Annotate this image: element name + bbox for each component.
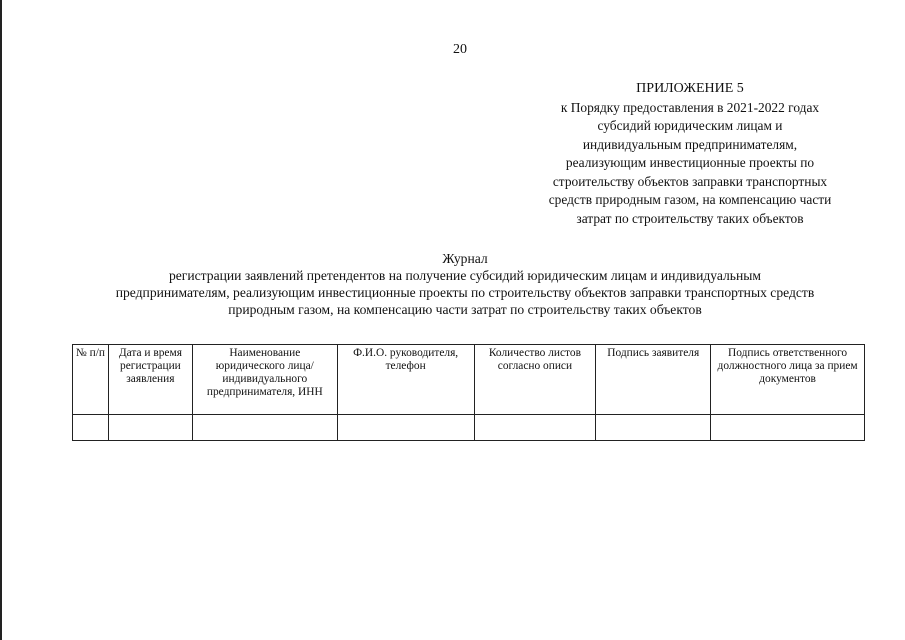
header-registration-date: Дата и время регистрации заявления xyxy=(108,345,192,415)
appendix-line: к Порядку предоставления в 2021-2022 годах xyxy=(560,99,820,115)
appendix-block xyxy=(520,80,860,228)
table-cell xyxy=(337,415,474,441)
page-number: 20 xyxy=(453,42,467,57)
journal-subtitle-line: природным газом, на компенсацию части затрат по строительству таких объектов xyxy=(228,302,702,317)
table-row xyxy=(73,415,865,441)
page-edge-line xyxy=(0,0,2,640)
registration-table xyxy=(72,344,865,441)
header-applicant-signature: Подпись заявителя xyxy=(596,345,711,415)
appendix-line: строительству объектов заправки транспортных xyxy=(552,173,828,189)
appendix-line: индивидуальным предпринимателям, xyxy=(582,136,798,152)
table-cell xyxy=(108,415,192,441)
journal-subtitle-line: предпринимателям, реализующим инвестиционные проекты по строительству объектов заправки транспортных средств xyxy=(115,285,815,300)
journal-title: Журнал xyxy=(442,251,488,266)
table-header-row xyxy=(73,345,865,415)
journal-heading xyxy=(60,250,870,318)
header-official-signature: Подпись ответственного должностного лица за прием документов xyxy=(711,345,865,415)
header-director-name: Ф.И.О. руководителя, телефон xyxy=(337,345,474,415)
appendix-line: реализующим инвестиционные проекты по xyxy=(565,155,815,170)
table-cell xyxy=(474,415,596,441)
table-cell xyxy=(73,415,109,441)
appendix-line: субсидий юридическим лицам и xyxy=(597,118,783,133)
header-sheet-count: Количество листов согласно описи xyxy=(474,345,596,415)
appendix-line: затрат по строительству таких объектов xyxy=(576,210,804,226)
appendix-line: средств природным газом, на компенсацию части xyxy=(548,192,832,207)
journal-subtitle-line: регистрации заявлений претендентов на получение субсидий юридическим лицам и индивидуальным xyxy=(168,268,762,283)
table-cell xyxy=(711,415,865,441)
table-cell xyxy=(192,415,337,441)
appendix-title: ПРИЛОЖЕНИЕ 5 xyxy=(636,81,744,96)
header-number: № п/п xyxy=(73,345,109,415)
header-applicant-name: Наименование юридического лица/индивидуального предпринимателя, ИНН xyxy=(192,345,337,415)
table-cell xyxy=(596,415,711,441)
